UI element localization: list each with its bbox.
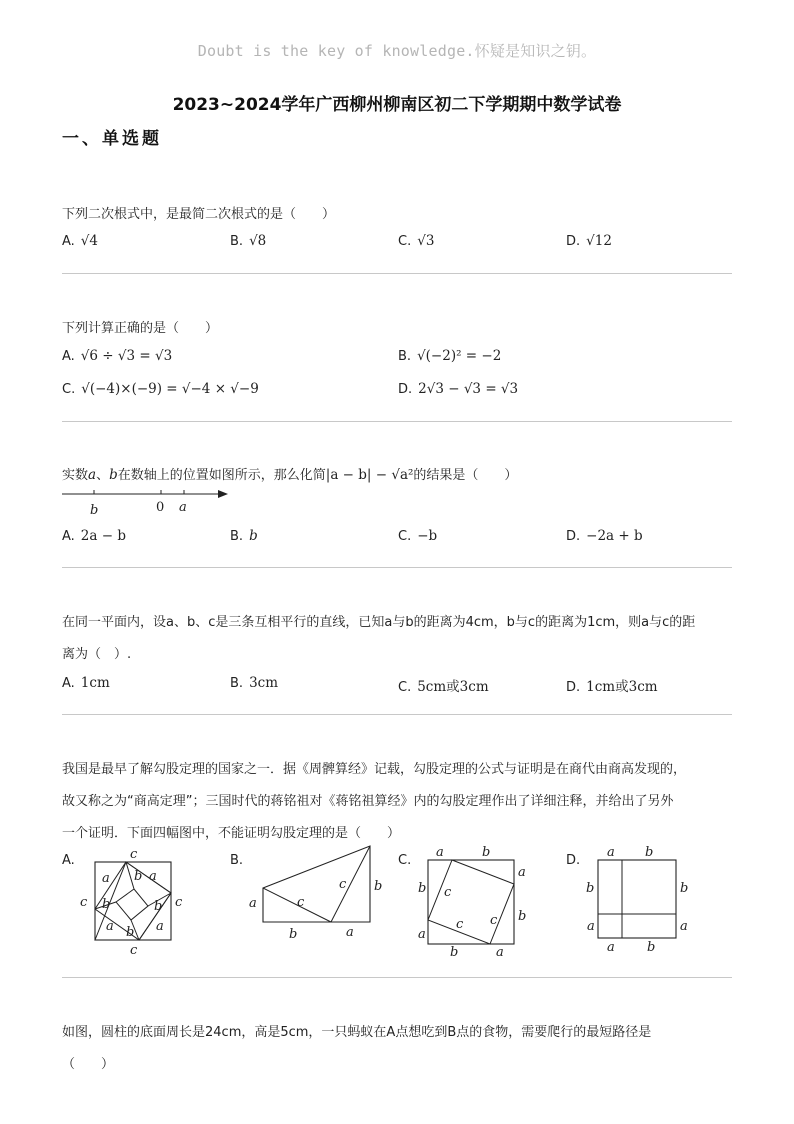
option-value: −2a + b xyxy=(586,528,643,544)
label-a: a xyxy=(587,919,595,934)
option-value: 2a − b xyxy=(80,528,126,544)
option-value: 2√3 − √3 = √3 xyxy=(418,381,519,397)
label-a: a xyxy=(346,925,354,940)
label-b: b xyxy=(374,879,383,894)
q3-option-b[interactable] xyxy=(230,528,258,544)
stem-text: 的结果是（ ） xyxy=(413,468,518,483)
label-a: a xyxy=(106,919,114,934)
label-a: a xyxy=(179,500,187,515)
label-a: a xyxy=(418,927,426,942)
section-heading: 一、单选题 xyxy=(62,129,162,149)
q3-option-d[interactable] xyxy=(566,528,643,544)
option-value: b xyxy=(249,528,258,544)
option-value: 1cm或3cm xyxy=(586,679,658,695)
option-label: C. xyxy=(398,529,412,544)
option-value: 5cm或3cm xyxy=(417,679,489,695)
q1-option-b[interactable] xyxy=(230,233,266,249)
label-a: a xyxy=(156,919,164,934)
figure-a xyxy=(76,844,194,960)
label-c: c xyxy=(130,847,138,862)
label-a: a xyxy=(518,865,526,880)
label-a: a xyxy=(496,945,504,960)
question-5-line-1: 我国是最早了解勾股定理的国家之一．据《周髀算经》记载，勾股定理的公式与证明是在商代由商高发现的， xyxy=(62,762,687,777)
divider xyxy=(62,273,732,274)
label-a: a xyxy=(149,869,157,884)
var-a: a xyxy=(88,467,97,483)
q5-option-c[interactable] xyxy=(398,853,411,868)
label-b: b xyxy=(102,897,111,912)
q2-option-d[interactable] xyxy=(398,381,518,397)
option-label: A. xyxy=(62,529,75,544)
q2-option-a[interactable] xyxy=(62,348,172,364)
option-label: C. xyxy=(398,853,412,868)
label-a: a xyxy=(102,871,110,886)
label-c: c xyxy=(130,943,138,958)
option-value: √8 xyxy=(249,233,267,249)
label-b: b xyxy=(418,881,427,896)
hypotenuse-2 xyxy=(331,846,370,922)
option-label: D. xyxy=(566,853,581,868)
label-a: a xyxy=(680,919,688,934)
label-zero: 0 xyxy=(156,500,165,515)
label-c: c xyxy=(339,877,347,892)
label-b: b xyxy=(126,925,135,940)
q3-option-c[interactable] xyxy=(398,528,437,544)
question-5-line-2: 故又称之为“商高定理”；三国时代的蒋铭祖对《蒋铭祖算经》内的勾股定理作出了详细注释，并给出了另外 xyxy=(62,794,674,809)
question-6-line-1: 如图，圆柱的底面周长是24cm，高是5cm，一只蚂蚁在A点想吃到B点的食物，需要爬行的最短路径是 xyxy=(62,1025,652,1040)
q2-option-c[interactable] xyxy=(62,381,259,397)
label-a: a xyxy=(249,896,257,911)
question-5-line-3: 一个证明．下面四幅图中，不能证明勾股定理的是（ ） xyxy=(62,826,401,841)
option-label: D. xyxy=(566,680,581,695)
option-value: √(−2)² = −2 xyxy=(417,348,502,364)
q1-option-d[interactable] xyxy=(566,233,612,249)
option-label: A. xyxy=(62,349,75,364)
arrow-icon xyxy=(218,490,228,498)
outer-square xyxy=(428,860,514,944)
label-b: b xyxy=(647,940,656,955)
option-label: C. xyxy=(398,234,412,249)
label-c: c xyxy=(444,885,452,900)
divider xyxy=(62,567,732,568)
divider xyxy=(62,421,732,422)
divider xyxy=(62,714,732,715)
stem-text: 在数轴上的位置如图所示，那么化简 xyxy=(117,468,326,483)
q4-option-a[interactable] xyxy=(62,675,110,691)
label-b: b xyxy=(518,909,527,924)
question-3-stem xyxy=(62,464,517,483)
label-c: c xyxy=(456,917,464,932)
option-label: B. xyxy=(230,234,244,249)
label-c: c xyxy=(80,895,88,910)
q4-option-d[interactable] xyxy=(566,675,658,695)
q4-option-b[interactable] xyxy=(230,675,278,691)
option-value: √(−4)×(−9) = √−4 × √−9 xyxy=(81,381,259,397)
expression: |a − b| − √a² xyxy=(325,467,414,483)
option-label: B. xyxy=(230,676,244,691)
label-a: a xyxy=(607,845,615,860)
label-a: a xyxy=(436,845,444,860)
option-label: B. xyxy=(398,349,412,364)
option-value: 1cm xyxy=(80,675,110,691)
label-c: c xyxy=(490,913,498,928)
option-label: D. xyxy=(566,529,581,544)
label-b: b xyxy=(134,869,143,884)
option-value: √3 xyxy=(417,233,435,249)
q5-option-b[interactable] xyxy=(230,853,243,868)
label-b: b xyxy=(482,845,491,860)
option-label: A. xyxy=(62,234,75,249)
label-c: c xyxy=(175,895,183,910)
option-label: B. xyxy=(230,529,244,544)
label-b: b xyxy=(586,881,595,896)
question-4-line-1: 在同一平面内，设a、b、c是三条互相平行的直线，已知a与b的距离为4cm，b与c的距离为1cm，则a与c的距 xyxy=(62,615,696,630)
option-value: √12 xyxy=(586,233,612,249)
label-b: b xyxy=(154,899,163,914)
question-2-stem: 下列计算正确的是（ ） xyxy=(62,321,219,336)
tilted-square xyxy=(428,860,514,944)
label-b: b xyxy=(90,503,99,518)
figure-b xyxy=(245,840,390,944)
label-a: a xyxy=(607,940,615,955)
option-label: B. xyxy=(230,853,244,868)
option-label: A. xyxy=(62,853,75,868)
divider xyxy=(62,977,732,978)
page-title: 2023~2024学年广西柳州柳南区初二下学期期中数学试卷 xyxy=(172,95,622,115)
q1-option-c[interactable] xyxy=(398,233,434,249)
number-line-figure xyxy=(60,484,240,518)
stem-text: 实数 xyxy=(62,468,89,483)
option-value: −b xyxy=(417,528,438,544)
q5-option-d[interactable] xyxy=(566,853,580,868)
option-label: C. xyxy=(398,680,412,695)
q3-option-a[interactable] xyxy=(62,528,126,544)
figure-d xyxy=(583,844,693,956)
center-square xyxy=(116,889,148,920)
label-b: b xyxy=(680,881,689,896)
option-label: A. xyxy=(62,676,75,691)
q4-option-c[interactable] xyxy=(398,675,489,695)
option-value: √6 ÷ √3 = √3 xyxy=(80,348,173,364)
option-label: D. xyxy=(566,234,581,249)
stem-text: 、 xyxy=(96,468,110,483)
label-b: b xyxy=(289,927,298,942)
figure-c xyxy=(414,844,530,962)
option-value: √4 xyxy=(80,233,98,249)
question-1-stem: 下列二次根式中，是最简二次根式的是（ ） xyxy=(62,207,336,222)
q2-option-b[interactable] xyxy=(398,348,501,364)
option-label: C. xyxy=(62,382,76,397)
option-label: D. xyxy=(398,382,413,397)
outer-square xyxy=(598,860,676,938)
label-b: b xyxy=(645,845,654,860)
watermark: Doubt is the key of knowledge.怀疑是知识之钥。 xyxy=(197,42,597,60)
question-6-line-2: （ ） xyxy=(62,1057,115,1072)
trapezoid xyxy=(263,846,370,922)
label-b: b xyxy=(450,945,459,960)
option-value: 3cm xyxy=(249,675,279,691)
label-c: c xyxy=(297,895,305,910)
segment xyxy=(126,862,134,889)
q5-option-a[interactable] xyxy=(62,853,75,868)
question-4-line-2: 离为（ ）. xyxy=(62,647,132,662)
q1-option-a[interactable] xyxy=(62,233,98,249)
var-b: b xyxy=(109,467,118,483)
